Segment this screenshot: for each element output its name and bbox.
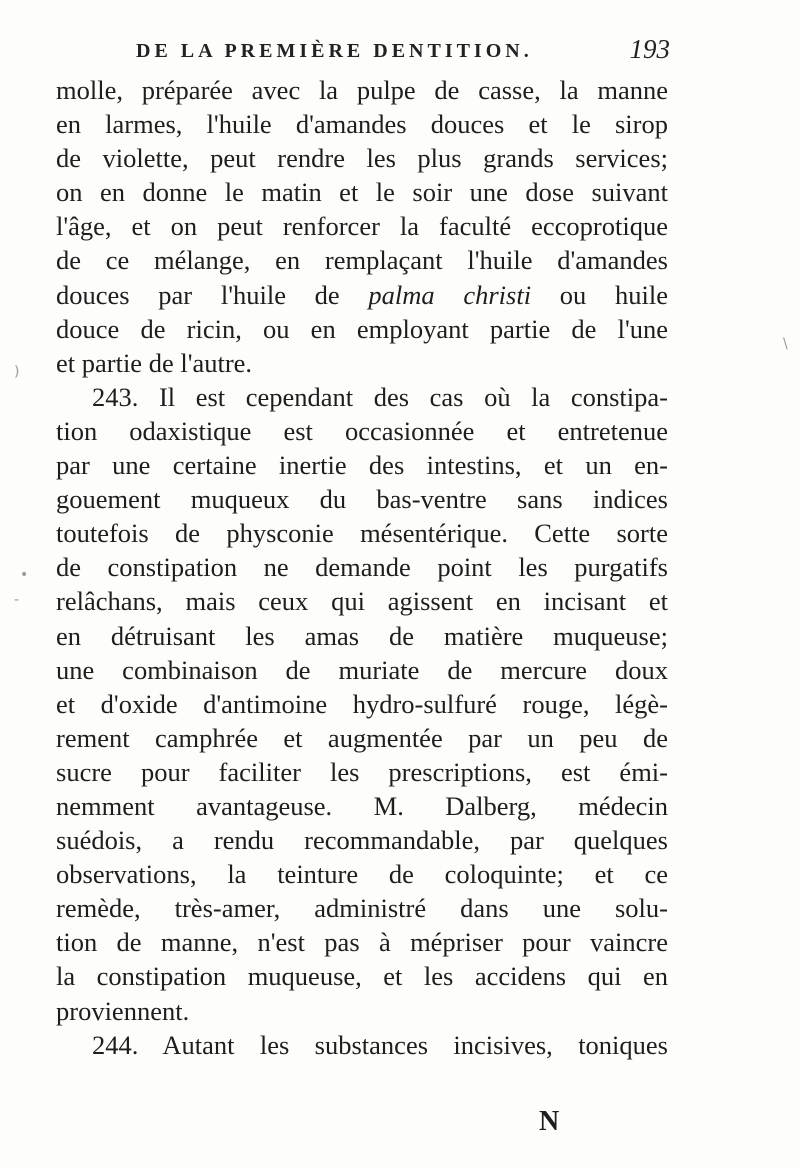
text-line: et partie de l'autre. [56, 347, 253, 378]
running-head [60, 34, 670, 68]
text-line: de ce mélange, en remplaçant l'huile d'amandes [56, 245, 668, 276]
margin-stroke-mark: \ [783, 336, 788, 352]
text-line: tion odaxistique est occasionnée et entretenue [56, 415, 668, 446]
text-line: de constipation ne demande point les purgatifs [56, 552, 668, 583]
italic-term: palma christi [368, 279, 532, 310]
text-line: douce de ricin, ou en employant partie de l'une [56, 313, 668, 344]
margin-dot-mark: • [20, 567, 29, 583]
text-line: une combinaison de muriate de mercure doux [56, 654, 668, 685]
page-number: 193 [629, 34, 670, 64]
text-line: en larmes, l'huile d'amandes douces et le sirop [56, 109, 668, 140]
text-line: l'âge, et on peut renforcer la faculté eccoprotique [56, 211, 668, 242]
text-line: sucre pour faciliter les prescriptions, est émi- [56, 756, 668, 787]
text-line: rement camphrée et augmentée par un peu de [56, 722, 668, 753]
margin-dash-mark: ‑ [14, 592, 20, 608]
text-line: 243. Il est cependant des cas où la constipa- [92, 381, 668, 412]
text-line: par une certaine inertie des intestins, et un en- [56, 450, 668, 481]
body-text [56, 73, 668, 1062]
text-line: tion de manne, n'est pas à mépriser pour vaincre [56, 927, 668, 958]
text-line: molle, préparée avec la pulpe de casse, la manne [56, 75, 668, 105]
text-line: on en donne le matin et le soir une dose suivant [56, 177, 668, 208]
text-line: observations, la teinture de coloquinte; et ce [56, 859, 668, 890]
text-line: douces par l'huile de palma christi ou huile [56, 279, 668, 310]
text-line: en détruisant les amas de matière muqueuse; [56, 620, 668, 651]
text-line: gouement muqueux du bas-ventre sans indices [56, 484, 668, 515]
catchword: N [539, 1106, 560, 1137]
text-line: et d'oxide d'antimoine hydro-sulfuré rouge, légè- [56, 688, 668, 719]
text-line: relâchans, mais ceux qui agissent en incisant et [56, 586, 668, 617]
text-line: la constipation muqueuse, et les accidens qui en [56, 961, 668, 992]
text-line: proviennent. [56, 995, 190, 1026]
margin-bracket-mark: ) [14, 364, 20, 380]
text-line: remède, très-amer, administré dans une solu- [56, 893, 668, 924]
text-line: toutefois de physconie mésentérique. Cette sorte [56, 518, 668, 549]
text-line: nemment avantageuse. M. Dalberg, médecin [56, 790, 668, 821]
text-line: suédois, a rendu recommandable, par quelques [56, 825, 668, 856]
text-line: 244. Autant les substances incisives, toniques [92, 1029, 668, 1060]
running-head-title: DE LA PREMIÈRE DENTITION. [136, 40, 533, 62]
text-line: de violette, peut rendre les plus grands services; [56, 143, 668, 174]
